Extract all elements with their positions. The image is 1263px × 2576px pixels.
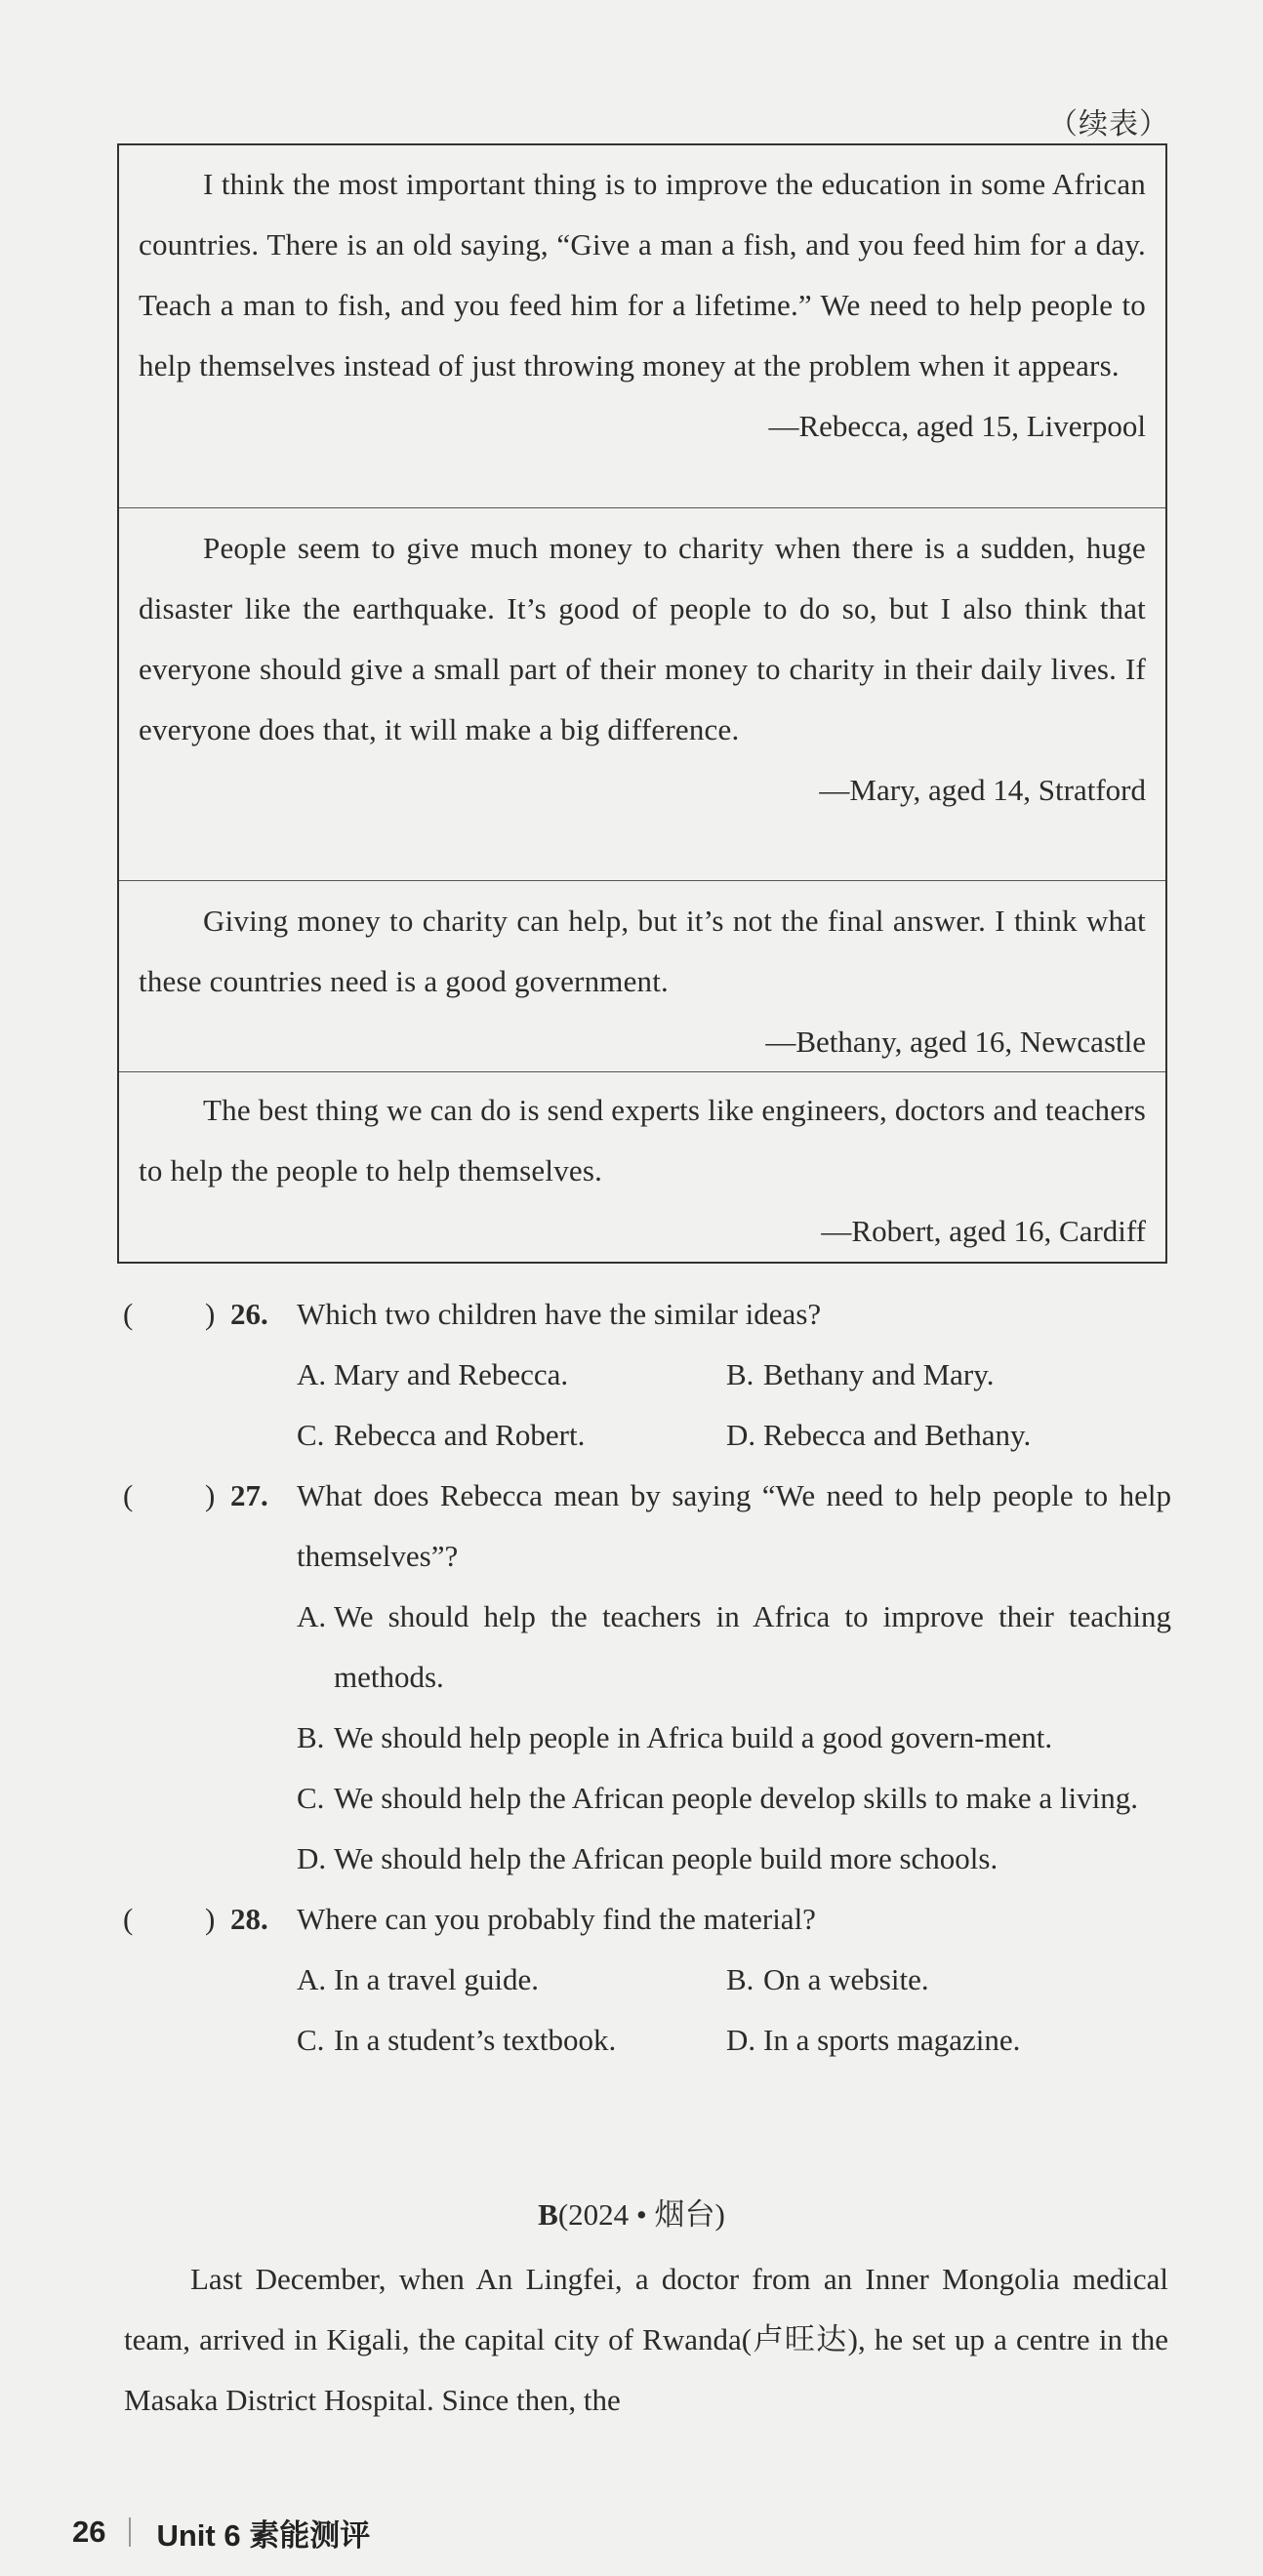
option-text: Bethany and Mary. (763, 1357, 995, 1391)
option-letter: B. (297, 1720, 325, 1754)
question-number: 26. (230, 1297, 268, 1331)
question-number: 27. (230, 1478, 268, 1512)
option-d[interactable] (726, 2010, 1156, 2071)
option-text: In a travel guide. (334, 1962, 540, 1996)
option-text: Mary and Rebecca. (334, 1357, 569, 1391)
option-letter: D. (726, 2023, 756, 2057)
paren-right: ) (205, 1297, 216, 1331)
option-row (297, 2010, 1171, 2071)
footer-divider (129, 2517, 131, 2547)
question-stem: Where can you probably find the material? (297, 1902, 816, 1936)
option-c[interactable] (297, 1405, 726, 1466)
paren-left: ( (123, 1902, 134, 1936)
question-28 (117, 1889, 1171, 2071)
question-stem: What does Rebecca mean by saying “We need to help people to help themselves”? (297, 1478, 1171, 1573)
option-letter: B. (726, 1357, 754, 1391)
continued-label: （续表） (1048, 108, 1169, 141)
opinion-text: The best thing we can do is send experts like engineers, doctors and teachers to help the people to help themselves. (139, 1093, 1146, 1187)
option-text: Rebecca and Bethany. (763, 1418, 1032, 1452)
option-letter: C. (297, 1781, 325, 1815)
option-letter: A. (297, 1599, 327, 1633)
option-letter: D. (726, 1418, 756, 1452)
option-a[interactable] (297, 1345, 726, 1405)
option-text: We should help the African people develop skills to make a living. (334, 1781, 1138, 1815)
option-c[interactable] (297, 1768, 1171, 1829)
opinion-cell-mary (119, 508, 1165, 881)
section-source: (2024 • 烟台) (557, 2197, 725, 2232)
question-stem: Which two children have the similar ideas? (297, 1297, 822, 1331)
paren-left: ( (123, 1297, 134, 1331)
opinion-text: I think the most important thing is to improve the education in some African countries. There is an old saying, “Give a man a fish, and you feed him for a day. Teach a man to fish, and you feed him for a lifetime.” We need to help people to help themselves instead of just throwing money at the problem when it appears. (139, 167, 1146, 382)
option-row (297, 1950, 1171, 2010)
option-a[interactable] (297, 1587, 1171, 1708)
opinion-cell-rebecca (119, 145, 1165, 508)
option-b[interactable] (297, 1708, 1171, 1768)
paren-left: ( (123, 1478, 134, 1512)
opinion-cell-robert (119, 1072, 1165, 1262)
option-b[interactable] (726, 1345, 1156, 1405)
section-heading (0, 2190, 1263, 2234)
page-number: 26 (72, 2515, 106, 2549)
opinion-signature: —Robert, aged 16, Cardiff (821, 1214, 1146, 1248)
option-letter: D. (297, 1841, 327, 1875)
opinion-signature: —Mary, aged 14, Stratford (819, 773, 1146, 807)
paren-right: ) (205, 1478, 216, 1512)
option-letter: A. (297, 1962, 327, 1996)
option-d[interactable] (726, 1405, 1156, 1466)
opinion-cell-bethany (119, 881, 1165, 1072)
option-row (297, 1345, 1171, 1405)
option-letter: A. (297, 1357, 327, 1391)
option-text: In a student’s textbook. (334, 2023, 617, 2057)
opinion-text: People seem to give much money to charity when there is a sudden, huge disaster like the earthquake. It’s good of people to do so, but I also think that everyone should give a small part of their money to charity in their daily lives. If everyone does that, it will make a big difference. (139, 531, 1146, 746)
section-label: B (538, 2197, 558, 2232)
reading-passage: Last December, when An Lingfei, a doctor from an Inner Mongolia medical team, arrived in Kigali, the capital city of Rwanda(卢旺达), he set up a centre in the Masaka District Hospital. Since then, the (124, 2262, 1168, 2417)
unit-title: Unit 6 素能测评 (156, 2517, 371, 2553)
option-letter: C. (297, 1418, 325, 1452)
option-d[interactable] (297, 1829, 1171, 1889)
question-number: 28. (230, 1902, 268, 1936)
option-a[interactable] (297, 1950, 726, 2010)
question-list (117, 1284, 1171, 2071)
option-row (297, 1405, 1171, 1466)
option-text: We should help people in Africa build a good govern-ment. (334, 1720, 1053, 1754)
question-26 (117, 1284, 1171, 1466)
option-letter: B. (726, 1962, 754, 1996)
opinion-text: Giving money to charity can help, but it’s not the final answer. I think what these countries need is a good government. (139, 904, 1146, 998)
opinion-table (117, 143, 1167, 1264)
option-text: Rebecca and Robert. (334, 1418, 586, 1452)
option-text: We should help the teachers in Africa to improve their teaching methods. (334, 1599, 1171, 1694)
opinion-signature: —Bethany, aged 16, Newcastle (765, 1025, 1146, 1059)
option-c[interactable] (297, 2010, 726, 2071)
page-footer (72, 2511, 370, 2554)
question-27 (117, 1466, 1171, 1889)
opinion-signature: —Rebecca, aged 15, Liverpool (768, 409, 1146, 443)
paren-right: ) (205, 1902, 216, 1936)
option-text: We should help the African people build more schools. (334, 1841, 998, 1875)
option-letter: C. (297, 2023, 325, 2057)
option-text: On a website. (763, 1962, 929, 1996)
option-b[interactable] (726, 1950, 1156, 2010)
option-text: In a sports magazine. (763, 2023, 1021, 2057)
